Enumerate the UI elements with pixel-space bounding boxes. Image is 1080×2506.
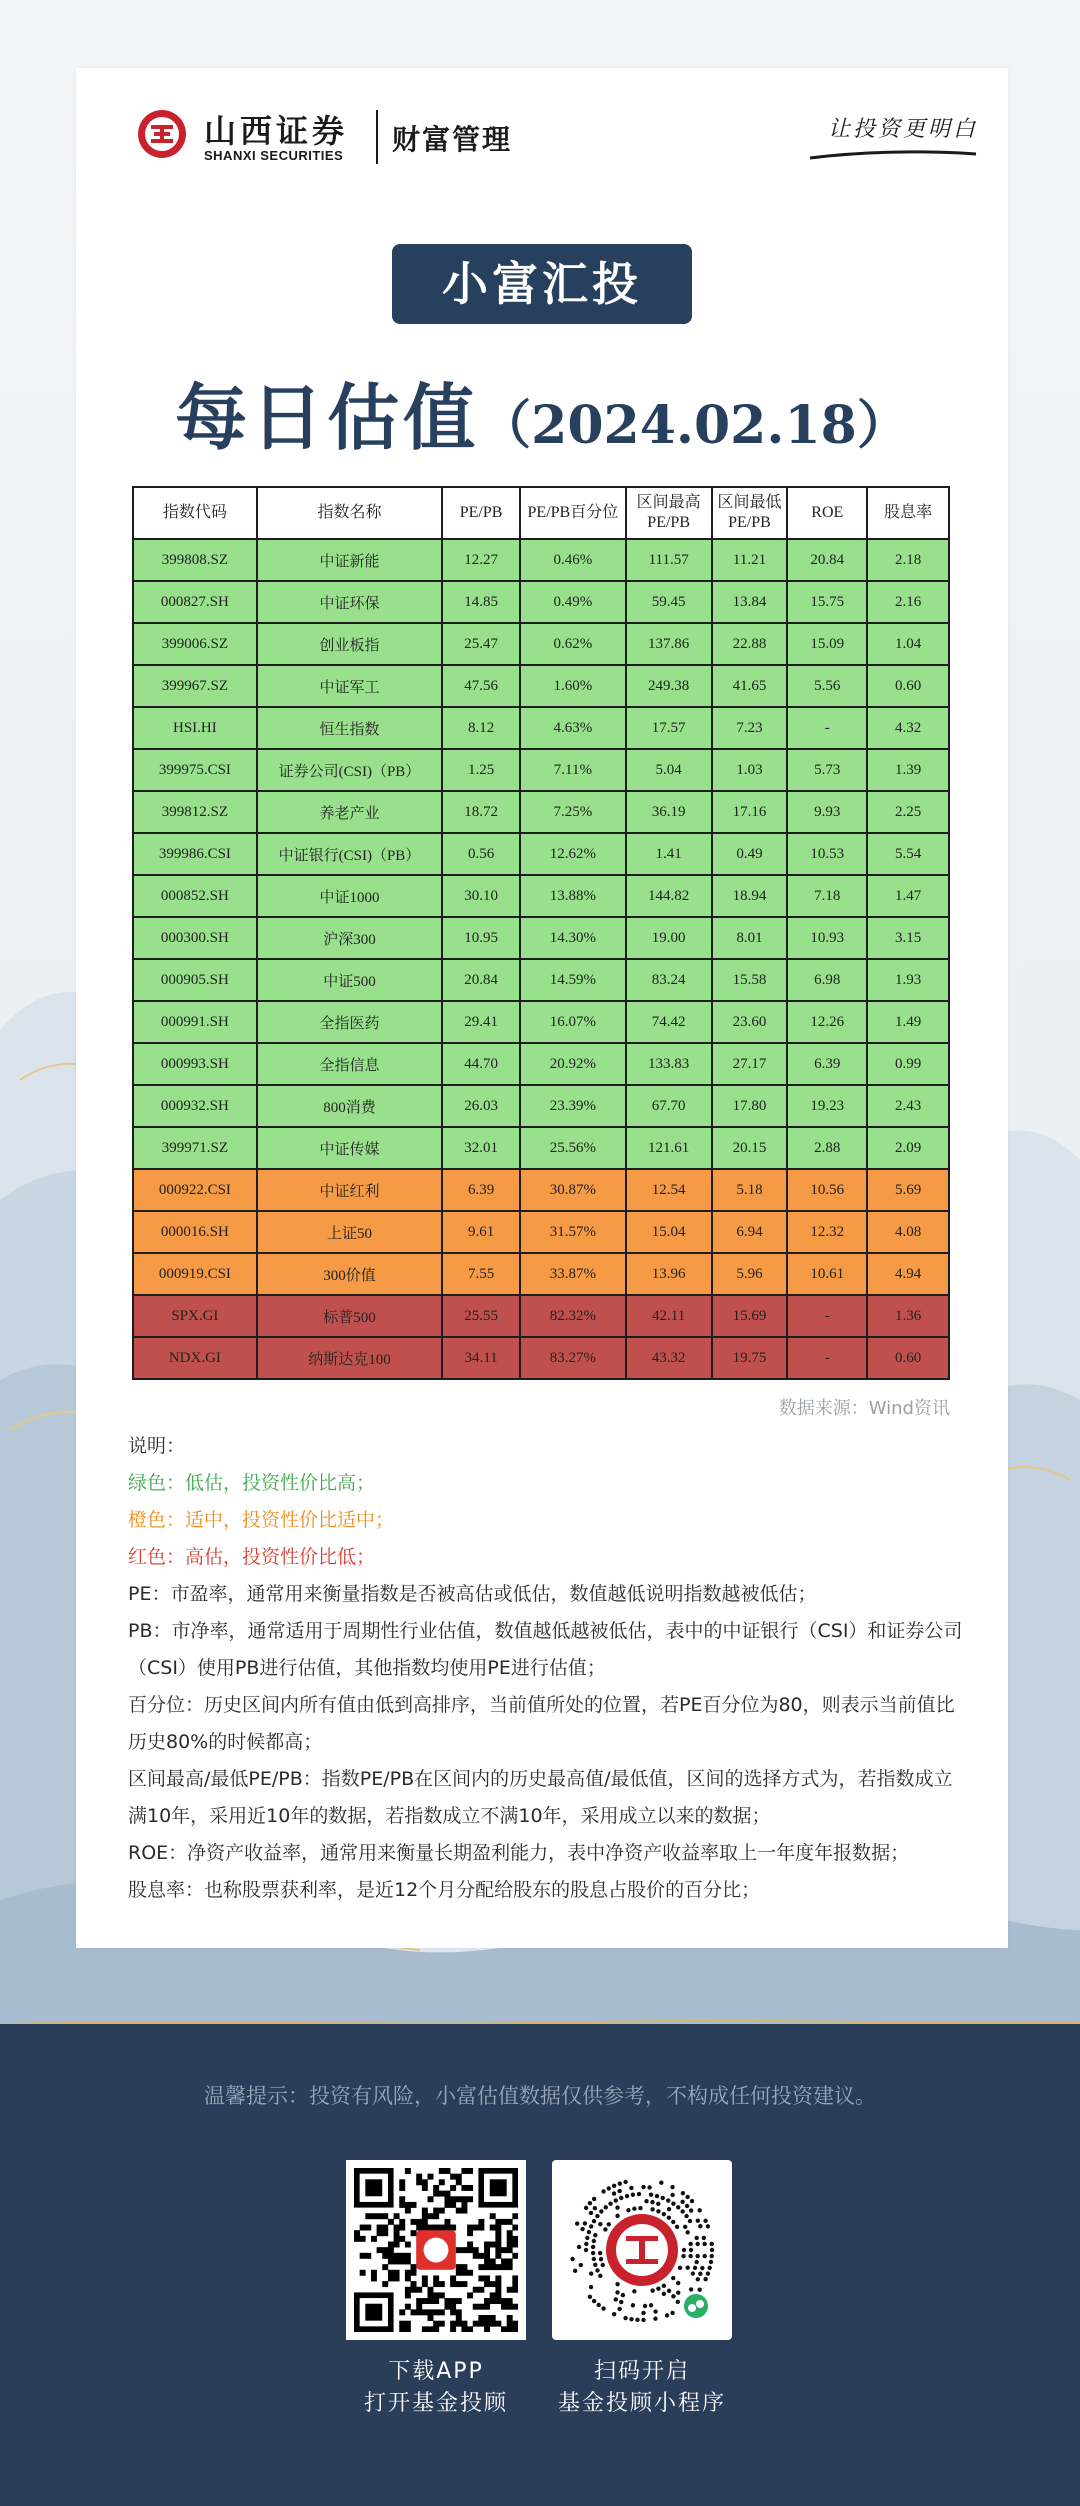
table-row <box>133 581 949 623</box>
header-code: 指数代码 <box>133 487 257 539</box>
brand-name-cn: 山西证券 <box>204 112 349 150</box>
cell-low: 41.65 <box>712 665 788 707</box>
cell-high: 43.32 <box>626 1337 712 1379</box>
page-title <box>76 360 1008 464</box>
cell-low: 6.94 <box>712 1211 788 1253</box>
cell-low: 20.15 <box>712 1127 788 1169</box>
column-badge: 小富汇投 <box>392 244 692 324</box>
cell-low: 11.21 <box>712 539 788 581</box>
cell-dividend: 0.60 <box>867 665 949 707</box>
cell-dividend: 2.25 <box>867 791 949 833</box>
cell-low: 22.88 <box>712 623 788 665</box>
cell-dividend: 2.16 <box>867 581 949 623</box>
cell-high: 13.96 <box>626 1253 712 1295</box>
app-download-qr-code[interactable] <box>346 2160 526 2340</box>
cell-roe: 15.09 <box>787 623 867 665</box>
cell-name: 中证红利 <box>257 1169 442 1211</box>
cell-percentile: 0.46% <box>520 539 626 581</box>
cell-percentile: 14.59% <box>520 959 626 1001</box>
cell-dividend: 2.43 <box>867 1085 949 1127</box>
cell-name: 全指信息 <box>257 1043 442 1085</box>
header-name: 指数名称 <box>257 487 442 539</box>
table-row <box>133 1001 949 1043</box>
cell-low: 1.03 <box>712 749 788 791</box>
cell-dividend: 0.60 <box>867 1337 949 1379</box>
cell-code: 399975.CSI <box>133 749 257 791</box>
cell-roe: 19.23 <box>787 1085 867 1127</box>
cell-name: 上证50 <box>257 1211 442 1253</box>
cell-low: 19.75 <box>712 1337 788 1379</box>
slogan: 让投资更明白 <box>827 117 978 142</box>
note-red: 红色：高估，投资性价比低； <box>128 1546 376 1568</box>
cell-low: 0.49 <box>712 833 788 875</box>
cell-dividend: 1.93 <box>867 959 949 1001</box>
table-row <box>133 1043 949 1085</box>
cell-dividend: 4.32 <box>867 707 949 749</box>
cell-percentile: 23.39% <box>520 1085 626 1127</box>
cell-percentile: 31.57% <box>520 1211 626 1253</box>
brand-divider <box>376 110 378 164</box>
cell-percentile: 13.88% <box>520 875 626 917</box>
cell-high: 111.57 <box>626 539 712 581</box>
cell-pe: 20.84 <box>442 959 520 1001</box>
cell-high: 83.24 <box>626 959 712 1001</box>
cell-dividend: 2.09 <box>867 1127 949 1169</box>
cell-high: 133.83 <box>626 1043 712 1085</box>
cell-roe: - <box>787 1295 867 1337</box>
notes-heading: 说明： <box>128 1435 186 1457</box>
cell-percentile: 82.32% <box>520 1295 626 1337</box>
cell-code: 399967.SZ <box>133 665 257 707</box>
cell-pe: 9.61 <box>442 1211 520 1253</box>
cell-pe: 25.47 <box>442 623 520 665</box>
cell-roe: 6.39 <box>787 1043 867 1085</box>
table-row <box>133 1295 949 1337</box>
cell-name: 全指医药 <box>257 1001 442 1043</box>
notes <box>128 1428 968 1909</box>
table-row <box>133 539 949 581</box>
cell-high: 15.04 <box>626 1211 712 1253</box>
cell-pe: 32.01 <box>442 1127 520 1169</box>
table-row <box>133 791 949 833</box>
cell-low: 17.80 <box>712 1085 788 1127</box>
cell-dividend: 1.47 <box>867 875 949 917</box>
table-row <box>133 1085 949 1127</box>
cell-low: 15.69 <box>712 1295 788 1337</box>
header-dividend: 股息率 <box>867 487 949 539</box>
table-row <box>133 749 949 791</box>
header-percentile: PE/PB百分位 <box>520 487 626 539</box>
cell-pe: 10.95 <box>442 917 520 959</box>
cell-pe: 34.11 <box>442 1337 520 1379</box>
cell-percentile: 0.62% <box>520 623 626 665</box>
mini-program-qr-code[interactable] <box>552 2160 732 2340</box>
cell-code: HSI.HI <box>133 707 257 749</box>
cell-name: 纳斯达克100 <box>257 1337 442 1379</box>
title-date: （2024.02.18） <box>479 395 909 456</box>
cell-dividend: 4.08 <box>867 1211 949 1253</box>
cell-high: 42.11 <box>626 1295 712 1337</box>
cell-percentile: 1.60% <box>520 665 626 707</box>
cell-high: 74.42 <box>626 1001 712 1043</box>
cell-roe: 5.73 <box>787 749 867 791</box>
cell-pe: 6.39 <box>442 1169 520 1211</box>
header <box>106 108 978 168</box>
cell-percentile: 83.27% <box>520 1337 626 1379</box>
cell-name: 中证军工 <box>257 665 442 707</box>
cell-high: 19.00 <box>626 917 712 959</box>
note-range: 区间最高/最低PE/PB：指数PE/PB在区间内的历史最高值/最低值，区间的选择方式为，若指数成立满10年，采用近10年的数据，若指数成立不满10年，采用成立以来的数据； <box>128 1768 953 1827</box>
cell-percentile: 33.87% <box>520 1253 626 1295</box>
cell-code: 000993.SH <box>133 1043 257 1085</box>
cell-code: 399812.SZ <box>133 791 257 833</box>
cell-code: SPX.GI <box>133 1295 257 1337</box>
cell-name: 沪深300 <box>257 917 442 959</box>
table-row <box>133 1211 949 1253</box>
cell-roe: 2.88 <box>787 1127 867 1169</box>
cell-code: 000919.CSI <box>133 1253 257 1295</box>
cell-high: 249.38 <box>626 665 712 707</box>
cell-high: 17.57 <box>626 707 712 749</box>
cell-roe: 20.84 <box>787 539 867 581</box>
cell-name: 中证银行(CSI)（PB） <box>257 833 442 875</box>
cell-code: 399006.SZ <box>133 623 257 665</box>
cell-roe: 12.32 <box>787 1211 867 1253</box>
cell-code: 000852.SH <box>133 875 257 917</box>
header-high: 区间最高PE/PB <box>626 487 712 539</box>
cell-pe: 14.85 <box>442 581 520 623</box>
cell-roe: 10.56 <box>787 1169 867 1211</box>
note-percentile: 百分位：历史区间内所有值由低到高排序，当前值所处的位置，若PE百分位为80，则表示当前值比历史80%的时候都高； <box>128 1694 955 1753</box>
cell-roe: 7.18 <box>787 875 867 917</box>
note-dividend: 股息率：也称股票获利率，是近12个月分配给股东的股息占股价的百分比； <box>128 1879 761 1901</box>
cell-name: 恒生指数 <box>257 707 442 749</box>
table-row <box>133 1127 949 1169</box>
cell-roe: - <box>787 707 867 749</box>
cell-name: 800消费 <box>257 1085 442 1127</box>
cell-roe: 15.75 <box>787 581 867 623</box>
title-main: 每日估值 <box>175 375 480 460</box>
qr-left-caption-line2: 打开基金投顾 <box>363 2391 508 2416</box>
cell-pe: 1.25 <box>442 749 520 791</box>
cell-high: 12.54 <box>626 1169 712 1211</box>
note-pb: PB：市净率，通常适用于周期性行业估值，数值越低越被低估，表中的中证银行（CSI）和证券公司（CSI）使用PB进行估值，其他指数均使用PE进行估值； <box>128 1620 963 1679</box>
cell-percentile: 20.92% <box>520 1043 626 1085</box>
cell-code: 399808.SZ <box>133 539 257 581</box>
brand-subtitle: 财富管理 <box>392 123 513 156</box>
cell-code: 399986.CSI <box>133 833 257 875</box>
cell-pe: 7.55 <box>442 1253 520 1295</box>
cell-low: 17.16 <box>712 791 788 833</box>
cell-percentile: 25.56% <box>520 1127 626 1169</box>
cell-pe: 30.10 <box>442 875 520 917</box>
cell-percentile: 7.11% <box>520 749 626 791</box>
data-source: 数据来源：Wind资讯 <box>778 1398 950 1419</box>
cell-dividend: 4.94 <box>867 1253 949 1295</box>
cell-low: 13.84 <box>712 581 788 623</box>
content-card <box>76 68 1008 1948</box>
cell-roe: 5.56 <box>787 665 867 707</box>
mini-program-code-icon <box>560 2168 724 2332</box>
brand-name-en: SHANXI SECURITIES <box>204 148 344 163</box>
cell-roe: 10.61 <box>787 1253 867 1295</box>
qr-right-caption-line2: 基金投顾小程序 <box>557 2391 726 2416</box>
cell-dividend: 5.54 <box>867 833 949 875</box>
cell-name: 300价值 <box>257 1253 442 1295</box>
cell-roe: - <box>787 1337 867 1379</box>
table-row <box>133 623 949 665</box>
cell-low: 18.94 <box>712 875 788 917</box>
table-row <box>133 833 949 875</box>
cell-pe: 8.12 <box>442 707 520 749</box>
cell-percentile: 16.07% <box>520 1001 626 1043</box>
cell-dividend: 2.18 <box>867 539 949 581</box>
cell-low: 5.18 <box>712 1169 788 1211</box>
cell-low: 7.23 <box>712 707 788 749</box>
cell-percentile: 0.49% <box>520 581 626 623</box>
cell-name: 中证环保 <box>257 581 442 623</box>
cell-dividend: 5.69 <box>867 1169 949 1211</box>
table-row <box>133 1169 949 1211</box>
slogan-brush-stroke <box>808 146 978 164</box>
note-roe: ROE：净资产收益率，通常用来衡量长期盈利能力，表中净资产收益率取上一年度年报数据； <box>128 1842 910 1864</box>
cell-code: 000016.SH <box>133 1211 257 1253</box>
table-row <box>133 707 949 749</box>
table-row <box>133 875 949 917</box>
table-header-row <box>133 487 949 539</box>
qr-right-caption <box>512 2356 772 2420</box>
cell-roe: 9.93 <box>787 791 867 833</box>
cell-code: NDX.GI <box>133 1337 257 1379</box>
cell-low: 23.60 <box>712 1001 788 1043</box>
table-body <box>133 539 949 1379</box>
header-roe: ROE <box>787 487 867 539</box>
cell-low: 8.01 <box>712 917 788 959</box>
cell-name: 中证1000 <box>257 875 442 917</box>
header-pe: PE/PB <box>442 487 520 539</box>
cell-roe: 10.53 <box>787 833 867 875</box>
cell-percentile: 14.30% <box>520 917 626 959</box>
cell-roe: 12.26 <box>787 1001 867 1043</box>
cell-roe: 10.93 <box>787 917 867 959</box>
valuation-table <box>132 486 950 1380</box>
cell-high: 1.41 <box>626 833 712 875</box>
cell-code: 000827.SH <box>133 581 257 623</box>
qr-left-caption-line1: 下载APP <box>388 2359 484 2384</box>
cell-pe: 18.72 <box>442 791 520 833</box>
cell-code: 000922.CSI <box>133 1169 257 1211</box>
cell-dividend: 1.04 <box>867 623 949 665</box>
table-row <box>133 917 949 959</box>
cell-dividend: 0.99 <box>867 1043 949 1085</box>
cell-code: 000932.SH <box>133 1085 257 1127</box>
cell-dividend: 1.39 <box>867 749 949 791</box>
table-row <box>133 665 949 707</box>
shanxi-securities-logo-icon <box>136 108 188 160</box>
cell-high: 36.19 <box>626 791 712 833</box>
cell-pe: 0.56 <box>442 833 520 875</box>
table-row <box>133 1337 949 1379</box>
cell-high: 137.86 <box>626 623 712 665</box>
note-green: 绿色：低估，投资性价比高； <box>128 1472 376 1494</box>
cell-pe: 47.56 <box>442 665 520 707</box>
header-low: 区间最低PE/PB <box>712 487 788 539</box>
cell-roe: 6.98 <box>787 959 867 1001</box>
note-orange: 橙色：适中，投资性价比适中； <box>128 1509 395 1531</box>
cell-low: 15.58 <box>712 959 788 1001</box>
table-row <box>133 1253 949 1295</box>
cell-code: 000300.SH <box>133 917 257 959</box>
cell-low: 27.17 <box>712 1043 788 1085</box>
cell-pe: 12.27 <box>442 539 520 581</box>
cell-high: 67.70 <box>626 1085 712 1127</box>
cell-name: 证券公司(CSI)（PB） <box>257 749 442 791</box>
cell-dividend: 1.36 <box>867 1295 949 1337</box>
cell-code: 000991.SH <box>133 1001 257 1043</box>
cell-high: 121.61 <box>626 1127 712 1169</box>
qr-code-icon <box>354 2168 518 2332</box>
cell-name: 中证传媒 <box>257 1127 442 1169</box>
cell-high: 59.45 <box>626 581 712 623</box>
cell-pe: 44.70 <box>442 1043 520 1085</box>
qr-right-caption-line1: 扫码开启 <box>593 2359 690 2384</box>
cell-percentile: 4.63% <box>520 707 626 749</box>
note-pe: PE：市盈率，通常用来衡量指数是否被高估或低估，数值越低说明指数越被低估； <box>128 1583 817 1605</box>
cell-dividend: 3.15 <box>867 917 949 959</box>
cell-name: 养老产业 <box>257 791 442 833</box>
cell-low: 5.96 <box>712 1253 788 1295</box>
cell-pe: 29.41 <box>442 1001 520 1043</box>
cell-pe: 25.55 <box>442 1295 520 1337</box>
cell-code: 399971.SZ <box>133 1127 257 1169</box>
cell-name: 标普500 <box>257 1295 442 1337</box>
cell-pe: 26.03 <box>442 1085 520 1127</box>
cell-percentile: 7.25% <box>520 791 626 833</box>
cell-name: 创业板指 <box>257 623 442 665</box>
cell-high: 5.04 <box>626 749 712 791</box>
cell-percentile: 12.62% <box>520 833 626 875</box>
risk-warning: 温馨提示：投资有风险，小富估值数据仅供参考，不构成任何投资建议。 <box>204 2084 876 2108</box>
cell-name: 中证500 <box>257 959 442 1001</box>
cell-dividend: 1.49 <box>867 1001 949 1043</box>
cell-percentile: 30.87% <box>520 1169 626 1211</box>
cell-high: 144.82 <box>626 875 712 917</box>
cell-name: 中证新能 <box>257 539 442 581</box>
table-row <box>133 959 949 1001</box>
cell-code: 000905.SH <box>133 959 257 1001</box>
